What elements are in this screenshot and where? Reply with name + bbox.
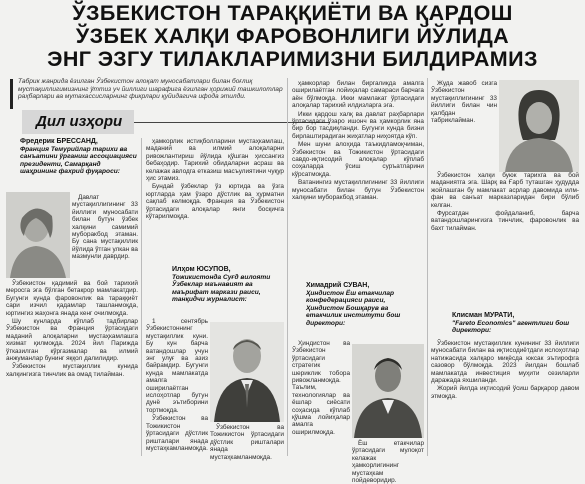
col2-paragraph: 1 сентябрь Ўзбекистоннинг мустақиллик куни. Бу кун барча ватандошлар учун энг улуғ ва азиз байрамдир. Бугунги кунда мамлакатда амалга оширилаётган ислоҳотлар бутун дунё эътиборини тортмоқда.: [146, 318, 208, 414]
col3-paragraph: Ватанингиз мустақиллигининг 33 йиллиги муносабати билан бутун Ўзбекистон халқини муборакбод этаман.: [292, 179, 424, 202]
col1-paragraph: Давлат мустақиллигининг 33 йиллиги муносабати билан бутун ўзбек халқини самимий муборакбод этаман. Бу сана мустақиллик йўлида ўтган улкан ва мазмунли даврдир.: [72, 194, 138, 261]
byline-yusupov: [172, 266, 284, 304]
byline-murati: [452, 312, 579, 335]
col3-wrap-text: [292, 340, 350, 456]
col4-paragraph: Жуда жавоб сизга Ўзбекистон мустақиллигининг 33 йиллиги билан чин қалбдан табриклайман.: [431, 80, 497, 125]
col1-paragraph: Шу кунларда кўплаб тадбирлар Ўзбекистон ва Франция ўртасидаги маданий алоқаларни мустаҳкамлашга хизмат қилмоқда. 2024 йил Парижда ўтказилган кўргазмалар ва илмий анжуманлар бунинг яққол далилидир.: [6, 318, 138, 363]
photo-woman: [499, 80, 579, 172]
headline-line-1: ЎЗБЕКИСТОН ТАРАҚҚИЁТИ ВА ҚАРДОШ: [72, 1, 513, 25]
col4-paragraph: Жорий йилда иқтисодий ўсиш барқарор давом этмоқда.: [431, 385, 579, 400]
col4-bottom-text: [431, 340, 579, 456]
byline-name: Клисман МУРАТИ,: [452, 312, 515, 319]
byline-bressand: [20, 138, 138, 176]
photo-bressand: [6, 192, 70, 278]
photo-suvan: [352, 344, 424, 438]
col2-paragraph: Бундай ўзбеклар ўз юртида ва ўзга юртларда ҳам ўзаро дўстлик ва ҳурматни сақлаб келмоқда. Франция ва Ўзбекистон ўртасидаги алоқалар янги босқичга кўтарилмоқда.: [146, 183, 284, 221]
byline-title: "Fareto Economics" агентлиги бош директори:: [452, 319, 570, 335]
col2-paragraph: ҳамкорлик истиқболларини мустаҳкамлаш, маданий ва илмий алоқаларни ривожлантириш йўлида қўшган ҳиссангиз бебаҳодир. Тарихий обидаларни асраш ва келажак авлодга етказиш масъулиятини чуқур ҳис этамиз.: [146, 138, 284, 183]
col2-wrap-text: [146, 318, 208, 456]
col3-paragraph: Ҳиндистон ва Ўзбекистон ўртасидаги стратегик шериклик тобора ривожланмоқда. Таълим, технологиялар ва ёшлар сиёсати соҳасида кўплаб қўшма лойиҳалар амалга оширилмоқда.: [292, 340, 350, 436]
byline-name: Химадрий СУВАН,: [306, 282, 370, 289]
headline-line-2: ЎЗБЕК ХАЛҚИ ФАРОВОНЛИГИ ЙЎЛИДА: [75, 24, 510, 48]
photo-yusupov: [210, 322, 284, 422]
rubric-label: Дил изҳори: [36, 113, 123, 130]
byline-title: Ҳиндистон Ёш етакчилар конфедерацияси раиси, Ҳиндистон Бошқарув ва етакчилик институти бош директори:: [306, 289, 401, 327]
col3-text: [292, 80, 424, 276]
lead-bar: [10, 79, 13, 109]
lead-paragraph: Табрик жанрида ёзилган Ўзбекистон алоқат муносабатлари билан боғлиқ мустақиллигимизнинг ўттиз уч йиллиги шарафига ёзилган ҳорижий ташкилотлар раҳбарлари ва мутахассисларнинг фикрлари қуйидагича ифода этилди.: [18, 78, 283, 101]
col4-paragraph: Ўзбекистон мустақиллик кунининг 33 йиллиги муносабати билан ва иқтисодиётдаги ислоҳотлар натижасида халқаро миқёсда юксак эътирофга сазовор бўлмоқда. 2023 йилдан бошлаб мамлакатда инвестиция муҳити сезиларли даражада яхшиланди.: [431, 340, 579, 385]
col2-paragraph: Ўзбекистон ва Тожикистон ўртасидаги дўстлик ришталари янада мустаҳкамланмоқда.: [146, 415, 208, 452]
byline-name: Илҳом ЮСУПОВ,: [172, 266, 231, 273]
col4-text: [431, 172, 579, 308]
byline-suvan: [306, 282, 424, 328]
col3-bottom-text: [352, 440, 424, 484]
col1-wrap-text: [72, 194, 138, 278]
col4-paragraph: Фурсатдан фойдаланиб, барча ватандошларингизга тинчлик, фаровонлик ва бахт тилайман.: [431, 210, 579, 232]
byline-title: Франция Темурийлар тарихи ва санъатини ўрганиш ассоциацияси президенти, Самарқанд шаҳрининг фахрий фуқароси:: [20, 145, 137, 176]
byline-name: Фредерик БРЕССАНД,: [20, 138, 98, 145]
col2-bottom-text: [210, 424, 284, 461]
headline-line-3: ЭНГ ЭЗГУ ТИЛАКЛАРИМИЗНИ БИЛДИРАМИЗ: [47, 47, 538, 71]
col1-paragraph: Ўзбекистон қадимий ва бой тарихий меросга эга бўлган бетакрор мамлакатдир. Бугунги кунда фаровонлик ва тараққиёт сари изчил қадамлар ташланмоқда, юртингиз жаҳонга янада кенг очилмоқда.: [6, 280, 138, 317]
col2-text: [146, 138, 284, 258]
column-rule: [287, 78, 288, 456]
column-rule: [427, 78, 428, 456]
col2-paragraph: Ўзбекистон ва Тожикистон ўртасидаги дўстлик ришталари янада мустаҳкамланмоқда.: [210, 424, 284, 461]
column-rule: [141, 138, 142, 456]
byline-title: Тожикистонда Суғд вилояти Ўзбеклар маънавият ва маърифат маркази раиси, танқидчи журналист:: [172, 273, 271, 304]
col1-paragraph: Ўзбекистон мустақиллик кунида халқингизга тинчлик ва омад тилайман.: [6, 363, 138, 378]
col3-paragraph: Ёш етакчилар ўртасидаги мулоқот келажак ҳамкорлигининг мустаҳкам пойдеворидир.: [352, 440, 424, 484]
col3-paragraph: Мен шуни алоҳида таъкидламоқчиман, Ўзбекистон ва Тожикистон ўртасидаги савдо-иқтисодий алоқалар кўплаб соҳаларда ўсиш суръатларини кўрсатмоқда.: [292, 141, 424, 178]
col4-paragraph: Ўзбекистон халқи буюк тарихга ва бой маданиятга эга. Шарқ ва Ғарб туташган ҳудудда жойлашган бу мамлакат асрлар давомида илм-фан ва санъат марказларидан бири бўлиб келган.: [431, 172, 579, 209]
col3-paragraph: ҳамкорлар билан биргаликда амалга оширилаётган лойиҳалар самараси барчага аён бўлмоқда. Икки мамлакат ўртасидаги алоқалар тарихий илдизларга эга.: [292, 80, 424, 110]
col3-paragraph: Икки қардош халқ ва давлат раҳбарлари ўртасидаги ўзаро ишонч ва ҳамкорлик яна бир бор тасдиқланди. Бугунги кунда бизни бирлаштирадиган жиҳатлар ниҳоятда кўп.: [292, 110, 424, 140]
headline: [0, 2, 585, 71]
col1-text: [6, 280, 138, 456]
col4-wrap-text: [431, 80, 497, 170]
rubric: [22, 110, 134, 134]
